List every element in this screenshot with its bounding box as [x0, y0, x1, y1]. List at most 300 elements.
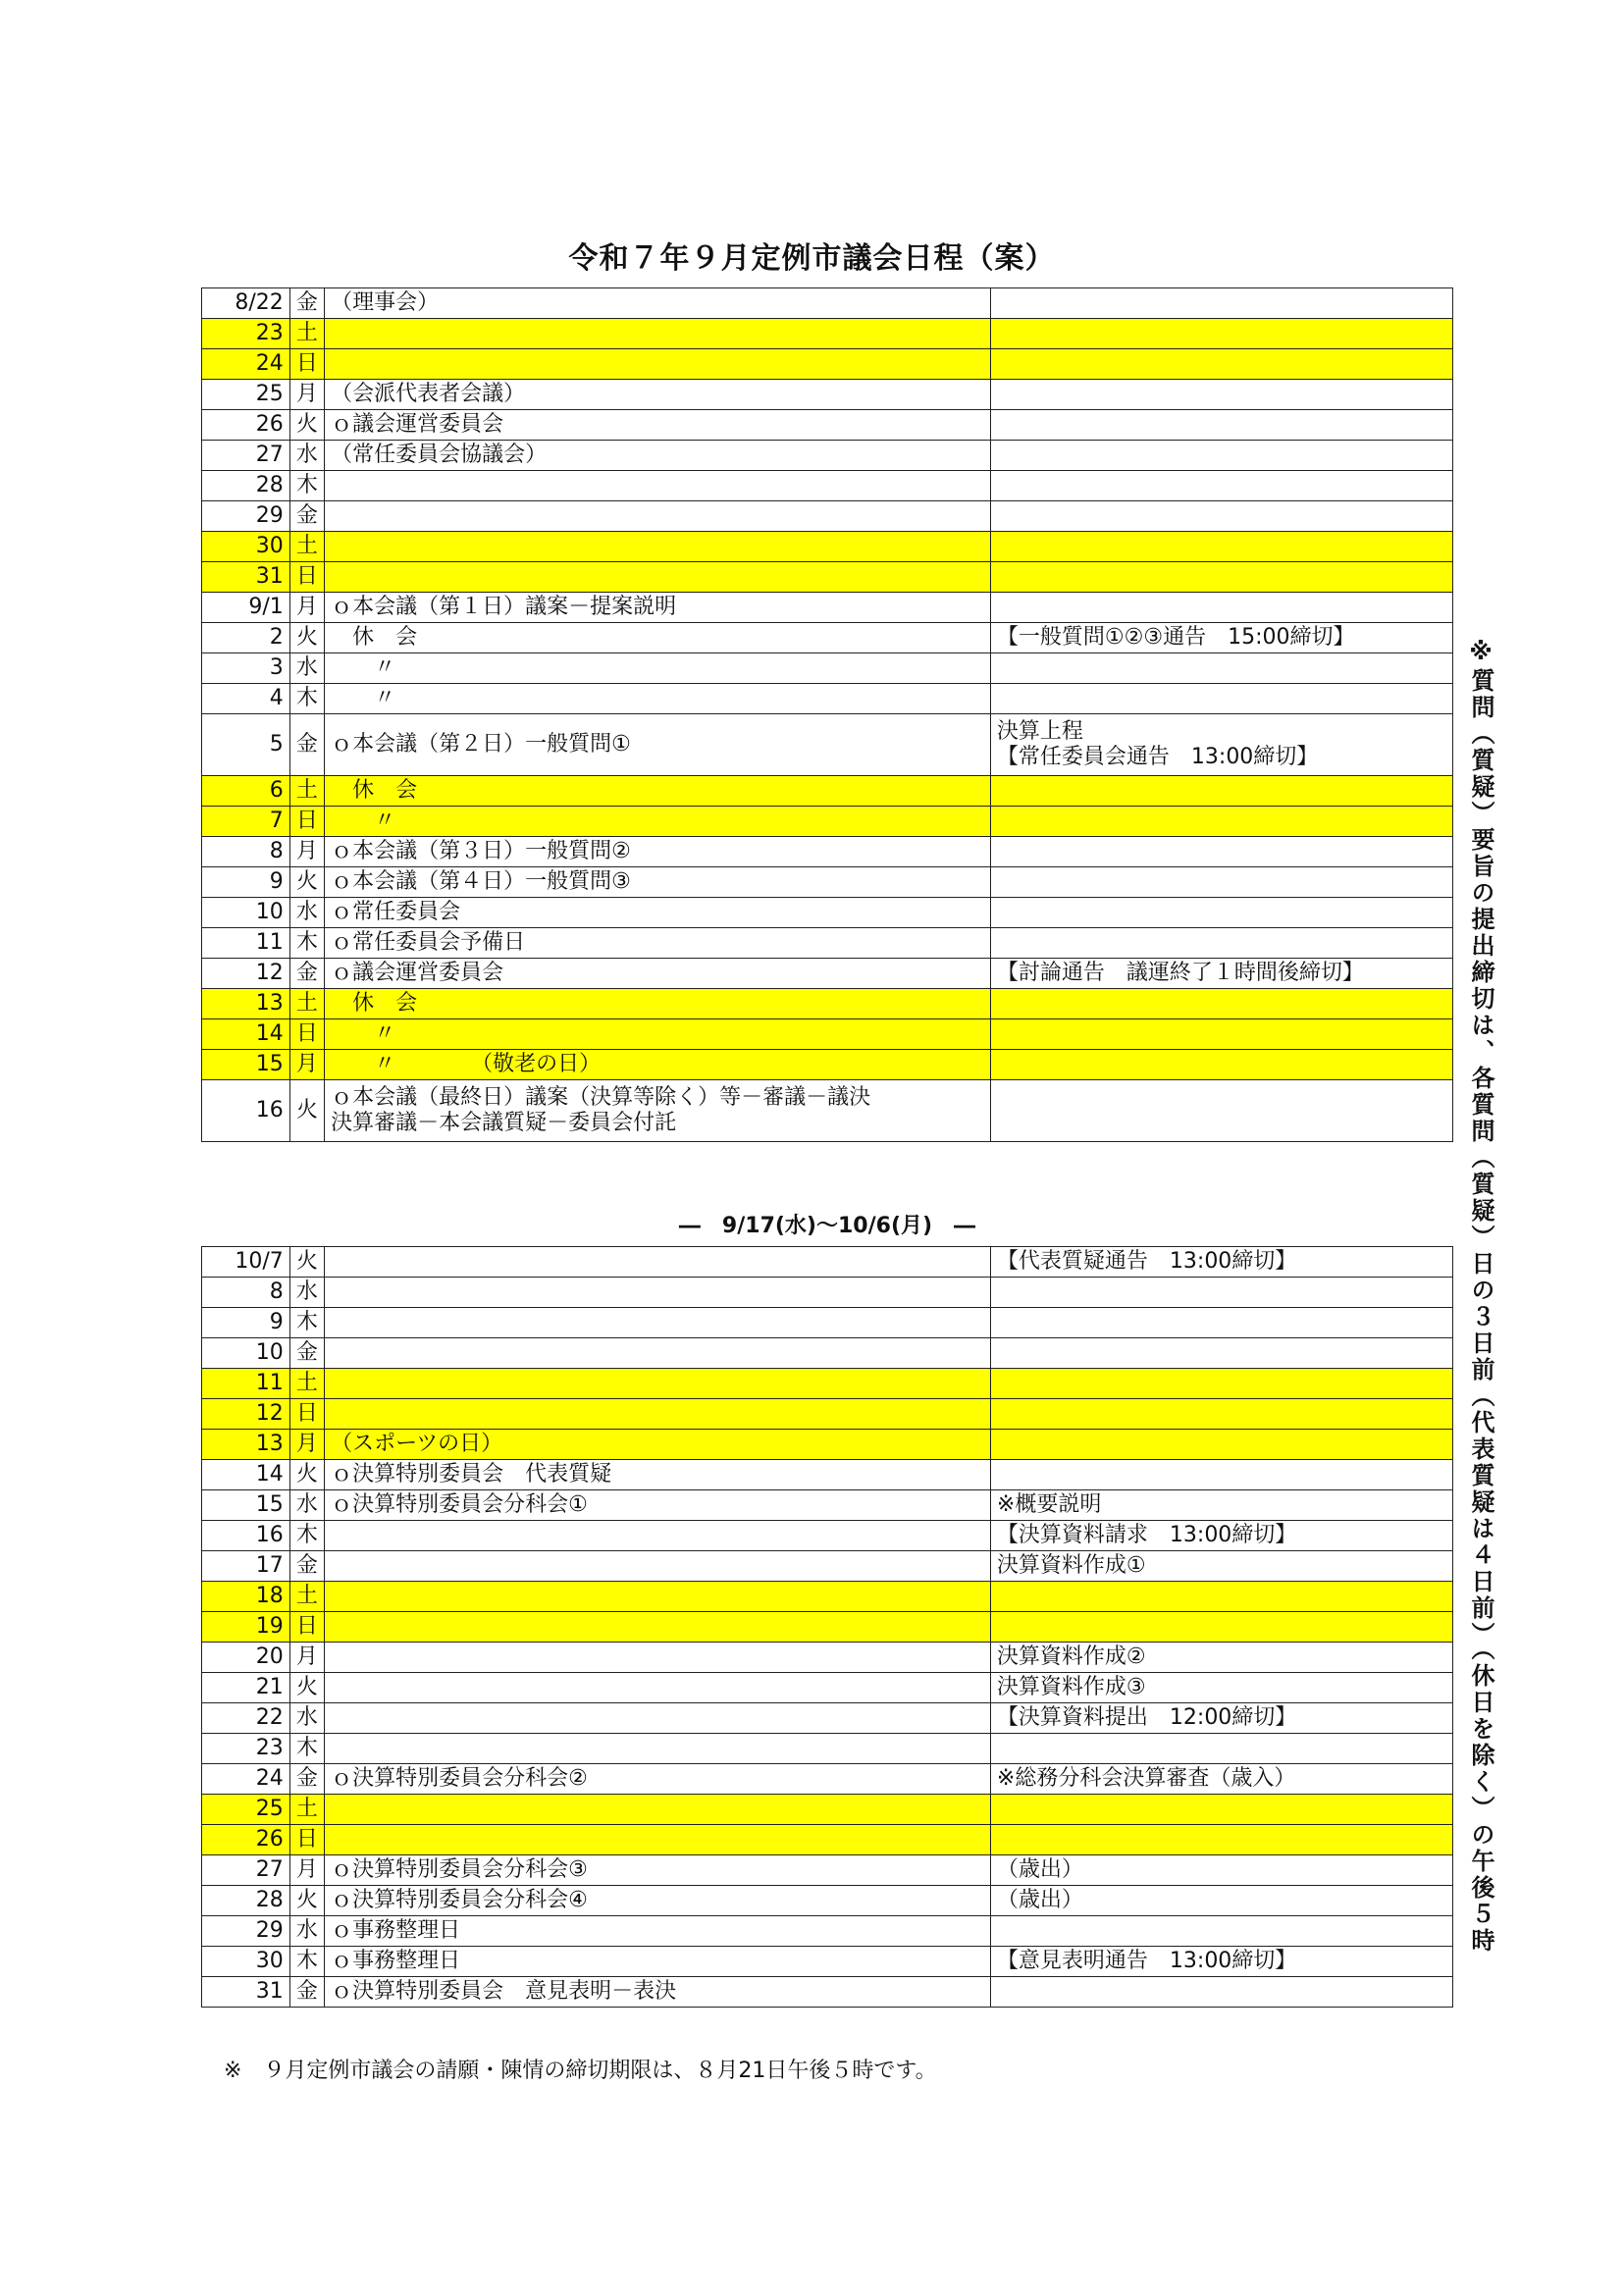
date-cell: 12 [202, 959, 290, 989]
note-cell [990, 1338, 1452, 1369]
schedule-row [202, 471, 1453, 501]
date-cell: 24 [202, 349, 290, 380]
weekday-cell: 日 [289, 1019, 324, 1050]
weekday-cell: 水 [289, 898, 324, 928]
event-text: 休 会 [331, 991, 418, 1016]
note-text: 【決算資料提出 12:00締切】 [996, 1705, 1297, 1730]
note-cell [990, 1490, 1452, 1521]
note-cell [990, 714, 1452, 776]
schedule-row [202, 1551, 1453, 1582]
date-cell: 14 [202, 1019, 290, 1050]
weekday-cell: 土 [289, 532, 324, 562]
schedule-row [202, 441, 1453, 471]
event-cell [325, 1582, 991, 1612]
weekday-cell: 金 [289, 288, 324, 319]
date-cell: 17 [202, 1551, 290, 1582]
event-cell [325, 1947, 991, 1977]
event-cell [325, 898, 991, 928]
weekday-cell: 木 [289, 471, 324, 501]
schedule-row [202, 319, 1453, 349]
date-cell: 26 [202, 410, 290, 441]
event-cell [325, 1308, 991, 1338]
schedule-row [202, 1703, 1453, 1734]
note-cell [990, 807, 1452, 837]
schedule-row [202, 380, 1453, 410]
event-text: （スポーツの日） [331, 1432, 503, 1456]
note-text-line2: 【常任委員会通告 13:00締切】 [996, 745, 1319, 769]
date-cell: 11 [202, 1369, 290, 1399]
event-cell [325, 1080, 991, 1142]
event-cell [325, 562, 991, 593]
schedule-row [202, 1673, 1453, 1703]
date-cell: 31 [202, 562, 290, 593]
note-cell [990, 410, 1452, 441]
note-cell [990, 1886, 1452, 1916]
date-cell: 3 [202, 653, 290, 684]
weekday-cell: 金 [289, 1551, 324, 1582]
schedule-row [202, 562, 1453, 593]
note-cell [990, 1308, 1452, 1338]
event-cell [325, 288, 991, 319]
note-cell [990, 1399, 1452, 1430]
weekday-cell: 火 [289, 1886, 324, 1916]
page-title: 令和７年９月定例市議会日程（案） [568, 241, 1056, 276]
note-text: 決算資料作成③ [996, 1675, 1146, 1699]
date-cell: 26 [202, 1825, 290, 1855]
schedule-row [202, 898, 1453, 928]
date-cell: 22 [202, 1703, 290, 1734]
schedule-table-october [201, 1246, 1453, 2008]
event-text: ｏ決算特別委員会分科会④ [331, 1888, 588, 1912]
schedule-row [202, 1399, 1453, 1430]
event-cell [325, 471, 991, 501]
event-cell [325, 501, 991, 532]
event-cell [325, 1338, 991, 1369]
note-cell [990, 1795, 1452, 1825]
schedule-row [202, 623, 1453, 653]
weekday-cell: 木 [289, 1308, 324, 1338]
event-cell [325, 441, 991, 471]
date-cell: 24 [202, 1764, 290, 1795]
note-cell [990, 959, 1452, 989]
date-cell: 8 [202, 1278, 290, 1308]
event-cell [325, 1247, 991, 1278]
event-cell [325, 959, 991, 989]
schedule-row [202, 1338, 1453, 1369]
schedule-row [202, 1278, 1453, 1308]
note-cell [990, 1612, 1452, 1643]
note-cell [990, 653, 1452, 684]
note-cell [990, 441, 1452, 471]
schedule-row [202, 349, 1453, 380]
date-cell: 4 [202, 684, 290, 714]
weekday-cell: 日 [289, 349, 324, 380]
weekday-cell: 火 [289, 1080, 324, 1142]
event-text: ｏ決算特別委員会分科会③ [331, 1857, 588, 1882]
event-text: 休 会 [331, 778, 418, 803]
event-cell [325, 1886, 991, 1916]
weekday-cell: 日 [289, 562, 324, 593]
weekday-cell: 火 [289, 410, 324, 441]
event-text-line2: 決算審議－本会議質疑－委員会付託 [331, 1111, 677, 1135]
date-cell: 21 [202, 1673, 290, 1703]
date-cell: 7 [202, 807, 290, 837]
event-cell [325, 684, 991, 714]
event-cell [325, 532, 991, 562]
schedule-row [202, 1080, 1453, 1142]
date-cell: 25 [202, 1795, 290, 1825]
note-cell [990, 867, 1452, 898]
weekday-cell: 火 [289, 1247, 324, 1278]
date-cell: 30 [202, 1947, 290, 1977]
weekday-cell: 木 [289, 1521, 324, 1551]
event-cell [325, 1460, 991, 1490]
schedule-row [202, 1764, 1453, 1795]
schedule-row [202, 928, 1453, 959]
weekday-cell: 土 [289, 1369, 324, 1399]
schedule-row [202, 989, 1453, 1019]
schedule-row [202, 593, 1453, 623]
date-cell: 27 [202, 1855, 290, 1886]
weekday-cell: 水 [289, 1703, 324, 1734]
event-text: 〃 [331, 655, 396, 680]
weekday-cell: 火 [289, 623, 324, 653]
date-cell: 14 [202, 1460, 290, 1490]
weekday-cell: 水 [289, 441, 324, 471]
event-cell [325, 776, 991, 807]
note-cell [990, 1734, 1452, 1764]
event-text: ｏ本会議（第３日）一般質問② [331, 839, 631, 863]
weekday-cell: 金 [289, 501, 324, 532]
note-cell [990, 380, 1452, 410]
date-cell: 9/1 [202, 593, 290, 623]
date-cell: 5 [202, 714, 290, 776]
date-cell: 19 [202, 1612, 290, 1643]
event-cell [325, 714, 991, 776]
event-cell [325, 319, 991, 349]
date-cell: 23 [202, 319, 290, 349]
event-cell [325, 837, 991, 867]
event-text: ｏ本会議（第２日）一般質問① [331, 732, 631, 757]
footnote: ※ ９月定例市議会の請願・陳情の締切期限は、８月21日午後５時です。 [224, 2059, 937, 2083]
schedule-row [202, 501, 1453, 532]
event-text: 〃 [331, 809, 396, 833]
event-cell [325, 1977, 991, 2008]
schedule-row [202, 1430, 1453, 1460]
weekday-cell: 金 [289, 1977, 324, 2008]
period-separator: ― 9/17(水)～10/6(月) ― [678, 1214, 976, 1238]
event-cell [325, 1643, 991, 1673]
event-text: ｏ議会運営委員会 [331, 961, 504, 985]
date-cell: 12 [202, 1399, 290, 1430]
schedule-row [202, 714, 1453, 776]
side-note: ※質問（質疑）要旨の提出締切は、各質問（質疑）日の３日前（代表質疑は４日前）（休日を除く）の午後５時 [1467, 638, 1494, 1955]
event-cell [325, 349, 991, 380]
note-text: （歳出） [996, 1888, 1083, 1912]
date-cell: 6 [202, 776, 290, 807]
date-cell: 23 [202, 1734, 290, 1764]
weekday-cell: 土 [289, 989, 324, 1019]
schedule-row [202, 410, 1453, 441]
schedule-row [202, 1582, 1453, 1612]
weekday-cell: 日 [289, 807, 324, 837]
note-cell [990, 1977, 1452, 2008]
schedule-row [202, 1734, 1453, 1764]
date-cell: 8/22 [202, 288, 290, 319]
schedule-row [202, 1947, 1453, 1977]
date-cell: 31 [202, 1977, 290, 2008]
note-cell [990, 1050, 1452, 1080]
note-text: 【代表質疑通告 13:00締切】 [996, 1249, 1297, 1274]
event-text: ｏ事務整理日 [331, 1918, 461, 1943]
event-cell [325, 1734, 991, 1764]
event-text: ｏ議会運営委員会 [331, 412, 504, 437]
schedule-row [202, 1308, 1453, 1338]
note-cell [990, 1521, 1452, 1551]
note-cell [990, 1764, 1452, 1795]
schedule-row [202, 1855, 1453, 1886]
date-cell: 2 [202, 623, 290, 653]
weekday-cell: 金 [289, 959, 324, 989]
date-cell: 10/7 [202, 1247, 290, 1278]
schedule-row [202, 1521, 1453, 1551]
date-cell: 25 [202, 380, 290, 410]
date-cell: 13 [202, 989, 290, 1019]
event-cell [325, 1278, 991, 1308]
note-cell [990, 1080, 1452, 1142]
note-cell [990, 562, 1452, 593]
weekday-cell: 水 [289, 1278, 324, 1308]
date-cell: 27 [202, 441, 290, 471]
schedule-row [202, 1050, 1453, 1080]
note-cell [990, 1460, 1452, 1490]
event-cell [325, 1795, 991, 1825]
event-text: 〃 [331, 1021, 396, 1046]
note-cell [990, 1430, 1452, 1460]
weekday-cell: 月 [289, 837, 324, 867]
schedule-row [202, 1795, 1453, 1825]
note-cell [990, 288, 1452, 319]
event-text: ｏ常任委員会予備日 [331, 930, 526, 955]
schedule-row [202, 1916, 1453, 1947]
note-text: 決算上程 [996, 719, 1083, 744]
event-cell [325, 1019, 991, 1050]
note-cell [990, 989, 1452, 1019]
event-cell [325, 1399, 991, 1430]
event-text: ｏ事務整理日 [331, 1949, 461, 1973]
note-cell [990, 1947, 1452, 1977]
note-text: 決算資料作成① [996, 1553, 1146, 1578]
event-text: （理事会） [331, 290, 440, 315]
weekday-cell: 火 [289, 1460, 324, 1490]
event-text: 〃 （敬老の日） [331, 1052, 602, 1076]
weekday-cell: 月 [289, 1050, 324, 1080]
schedule-row [202, 1460, 1453, 1490]
note-text: 【討論通告 議運終了１時間後締切】 [996, 961, 1364, 985]
note-text: 【決算資料請求 13:00締切】 [996, 1523, 1297, 1547]
weekday-cell: 木 [289, 684, 324, 714]
date-cell: 28 [202, 1886, 290, 1916]
event-cell [325, 1430, 991, 1460]
weekday-cell: 土 [289, 1795, 324, 1825]
weekday-cell: 月 [289, 380, 324, 410]
schedule-row [202, 807, 1453, 837]
date-cell: 16 [202, 1080, 290, 1142]
date-cell: 16 [202, 1521, 290, 1551]
event-text: ｏ本会議（第４日）一般質問③ [331, 869, 631, 894]
weekday-cell: 土 [289, 776, 324, 807]
schedule-row [202, 837, 1453, 867]
note-cell [990, 501, 1452, 532]
note-cell [990, 471, 1452, 501]
schedule-row [202, 1369, 1453, 1399]
date-cell: 29 [202, 501, 290, 532]
schedule-row [202, 1247, 1453, 1278]
weekday-cell: 火 [289, 1673, 324, 1703]
date-cell: 28 [202, 471, 290, 501]
note-text: ※概要説明 [996, 1492, 1102, 1517]
weekday-cell: 水 [289, 653, 324, 684]
event-text: 休 会 [331, 625, 418, 650]
weekday-cell: 火 [289, 867, 324, 898]
weekday-cell: 土 [289, 319, 324, 349]
date-cell: 13 [202, 1430, 290, 1460]
note-cell [990, 1825, 1452, 1855]
weekday-cell: 金 [289, 1338, 324, 1369]
date-cell: 20 [202, 1643, 290, 1673]
date-cell: 15 [202, 1050, 290, 1080]
date-cell: 15 [202, 1490, 290, 1521]
schedule-row [202, 1019, 1453, 1050]
note-cell [990, 837, 1452, 867]
weekday-cell: 木 [289, 1734, 324, 1764]
note-text: ※総務分科会決算審査（歳入） [996, 1766, 1296, 1791]
event-cell [325, 1916, 991, 1947]
weekday-cell: 月 [289, 1643, 324, 1673]
weekday-cell: 月 [289, 1855, 324, 1886]
note-text: 【意見表明通告 13:00締切】 [996, 1949, 1297, 1973]
event-text: ｏ決算特別委員会分科会① [331, 1492, 588, 1517]
schedule-row [202, 288, 1453, 319]
event-cell [325, 593, 991, 623]
event-cell [325, 623, 991, 653]
schedule-row [202, 1490, 1453, 1521]
schedule-row [202, 867, 1453, 898]
date-cell: 10 [202, 1338, 290, 1369]
schedule-row [202, 1643, 1453, 1673]
note-cell [990, 1855, 1452, 1886]
weekday-cell: 木 [289, 1947, 324, 1977]
note-cell [990, 1278, 1452, 1308]
event-cell [325, 1521, 991, 1551]
event-text: ｏ常任委員会 [331, 900, 461, 924]
event-text: ｏ決算特別委員会分科会② [331, 1766, 588, 1791]
schedule-row [202, 532, 1453, 562]
note-cell [990, 898, 1452, 928]
date-cell: 30 [202, 532, 290, 562]
schedule-row [202, 959, 1453, 989]
event-cell [325, 1612, 991, 1643]
event-text: ｏ本会議（最終日）議案（決算等除く）等－審議－議決 [331, 1085, 871, 1110]
note-cell [990, 1551, 1452, 1582]
note-cell [990, 1703, 1452, 1734]
note-cell [990, 1019, 1452, 1050]
weekday-cell: 金 [289, 714, 324, 776]
weekday-cell: 月 [289, 1430, 324, 1460]
event-cell [325, 1369, 991, 1399]
weekday-cell: 水 [289, 1490, 324, 1521]
note-cell [990, 623, 1452, 653]
date-cell: 29 [202, 1916, 290, 1947]
event-cell [325, 867, 991, 898]
weekday-cell: 木 [289, 928, 324, 959]
date-cell: 9 [202, 1308, 290, 1338]
note-cell [990, 1247, 1452, 1278]
note-text: （歳出） [996, 1857, 1083, 1882]
event-text: （会派代表者会議） [331, 382, 526, 406]
schedule-row [202, 1612, 1453, 1643]
weekday-cell: 水 [289, 1916, 324, 1947]
date-cell: 18 [202, 1582, 290, 1612]
event-cell [325, 380, 991, 410]
event-cell [325, 1050, 991, 1080]
event-cell [325, 653, 991, 684]
date-cell: 10 [202, 898, 290, 928]
note-cell [990, 776, 1452, 807]
event-text: 〃 [331, 686, 396, 710]
note-cell [990, 928, 1452, 959]
note-text: 【一般質問①②③通告 15:00締切】 [996, 625, 1355, 650]
weekday-cell: 金 [289, 1764, 324, 1795]
weekday-cell: 月 [289, 593, 324, 623]
schedule-row [202, 1825, 1453, 1855]
note-text: 決算資料作成② [996, 1644, 1146, 1669]
event-text: ｏ決算特別委員会 意見表明－表決 [331, 1979, 677, 2004]
event-cell [325, 1855, 991, 1886]
weekday-cell: 日 [289, 1612, 324, 1643]
note-cell [990, 1916, 1452, 1947]
date-cell: 11 [202, 928, 290, 959]
event-cell [325, 1703, 991, 1734]
note-cell [990, 349, 1452, 380]
weekday-cell: 日 [289, 1825, 324, 1855]
note-cell [990, 532, 1452, 562]
event-cell [325, 1673, 991, 1703]
date-cell: 8 [202, 837, 290, 867]
event-text: ｏ本会議（第１日）議案－提案説明 [331, 595, 677, 619]
event-cell [325, 989, 991, 1019]
weekday-cell: 土 [289, 1582, 324, 1612]
event-cell [325, 1490, 991, 1521]
schedule-row [202, 1977, 1453, 2008]
event-text: （常任委員会協議会） [331, 443, 548, 467]
note-cell [990, 1582, 1452, 1612]
schedule-row [202, 776, 1453, 807]
note-cell [990, 593, 1452, 623]
event-cell [325, 1551, 991, 1582]
date-cell: 9 [202, 867, 290, 898]
note-cell [990, 319, 1452, 349]
event-cell [325, 807, 991, 837]
note-cell [990, 684, 1452, 714]
event-cell [325, 410, 991, 441]
event-cell [325, 928, 991, 959]
note-cell [990, 1369, 1452, 1399]
event-text: ｏ決算特別委員会 代表質疑 [331, 1462, 612, 1487]
note-cell [990, 1673, 1452, 1703]
event-cell [325, 1764, 991, 1795]
weekday-cell: 日 [289, 1399, 324, 1430]
